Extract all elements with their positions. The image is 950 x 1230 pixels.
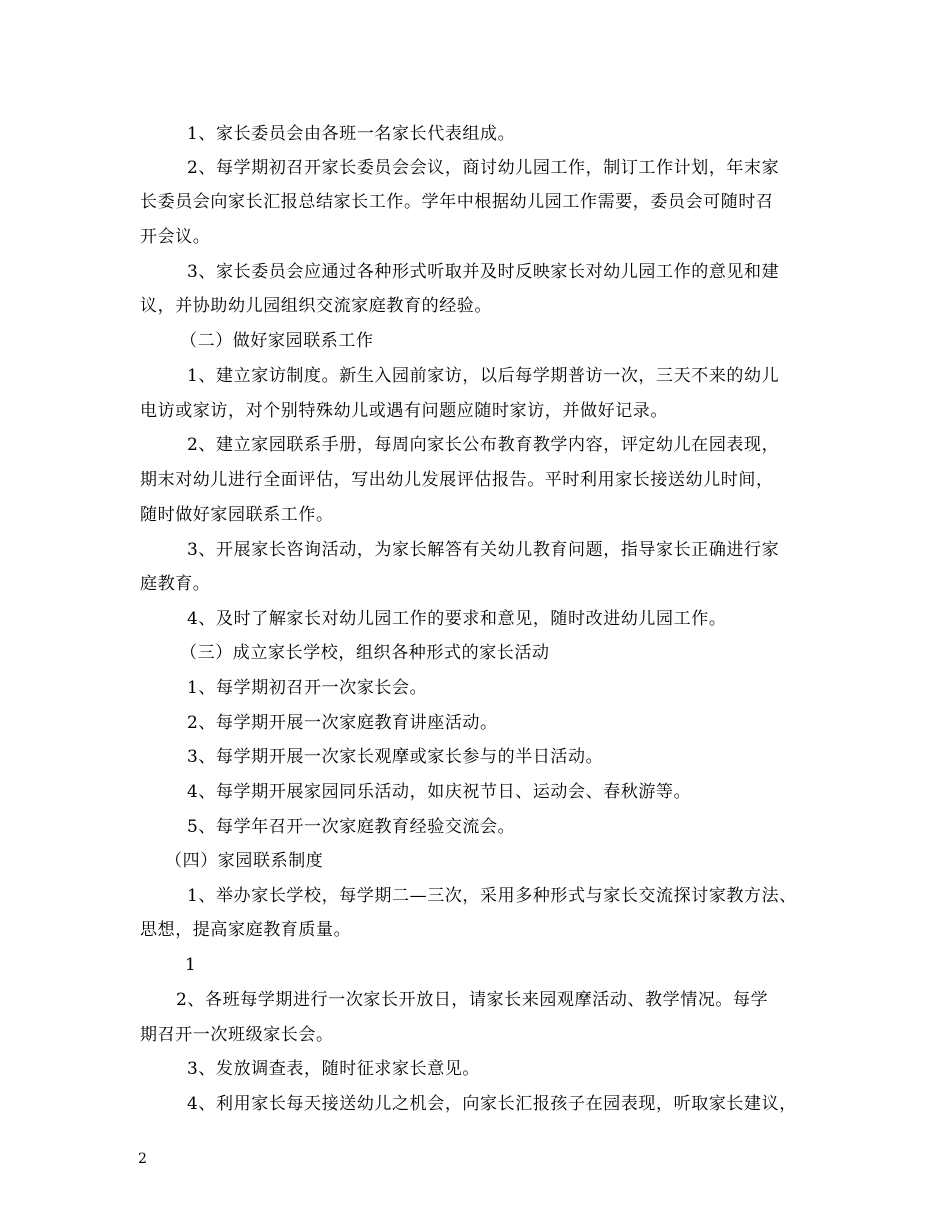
text-line: 3、家长委员会应通过各种形式听取并及时反映家长对幼儿园工作的意见和建	[187, 262, 780, 282]
text-line: 1、每学期初召开一次家长会。	[187, 678, 428, 698]
text-line: 电访或家访，对个别特殊幼儿或遇有问题应随时家访，并做好记录。	[140, 401, 668, 421]
text-line: 庭教育。	[140, 574, 211, 594]
text-line: 开会议。	[140, 227, 211, 247]
page-number: 2	[138, 1151, 147, 1167]
text-line: 3、每学期开展一次家长观摩或家长参与的半日活动。	[187, 747, 604, 767]
text-line: 4、利用家长每天接送幼儿之机会，向家长汇报孩子在园表现，听取家长建议，	[187, 1094, 797, 1114]
section-heading: （四）家园联系制度	[165, 851, 324, 871]
text-line: 4、及时了解家长对幼儿园工作的要求和意见，随时改进幼儿园工作。	[187, 609, 727, 629]
text-line: 4、每学期开展家园同乐活动，如庆祝节日、运动会、春秋游等。	[187, 782, 692, 802]
text-line: 期召开一次班级家长会。	[140, 1025, 334, 1045]
text-line: 长委员会向家长汇报总结家长工作。学年中根据幼儿园工作需要，委员会可随时召	[140, 192, 774, 212]
text-line: 2、各班每学期进行一次家长开放日，请家长来园观摩活动、教学情况。每学	[176, 990, 769, 1010]
text-line: 2、建立家园联系手册，每周向家长公布教育教学内容，评定幼儿在园表现，	[187, 435, 780, 455]
text-line: 随时做好家园联系工作。	[140, 505, 334, 525]
text-line: 2、每学期初召开家长委员会会议，商讨幼儿园工作，制订工作计划，年末家	[187, 158, 780, 178]
section-heading: （三）成立家长学校，组织各种形式的家长活动	[180, 643, 550, 663]
inline-page-marker: 1	[185, 955, 197, 975]
text-line: 1、建立家访制度。新生入园前家访，以后每学期普访一次，三天不来的幼儿	[187, 366, 780, 386]
text-line: 1、家长委员会由各班一名家长代表组成。	[187, 124, 516, 144]
text-line: 期末对幼儿进行全面评估，写出幼儿发展评估报告。平时利用家长接送幼儿时间，	[140, 470, 774, 490]
section-heading: （二）做好家园联系工作	[180, 331, 374, 351]
text-line: 1、举办家长学校，每学期二—三次，采用多种形式与家长交流探讨家教方法、	[187, 886, 797, 906]
text-line: 3、开展家长咨询活动，为家长解答有关幼儿教育问题，指导家长正确进行家	[187, 540, 780, 560]
text-line: 思想，提高家庭教育质量。	[140, 920, 352, 940]
text-line: 2、每学期开展一次家庭教育讲座活动。	[187, 713, 498, 733]
text-line: 3、发放调查表，随时征求家长意见。	[187, 1059, 481, 1079]
text-line: 议，并协助幼儿园组织交流家庭教育的经验。	[140, 296, 492, 316]
text-line: 5、每学年召开一次家庭教育经验交流会。	[187, 817, 516, 837]
